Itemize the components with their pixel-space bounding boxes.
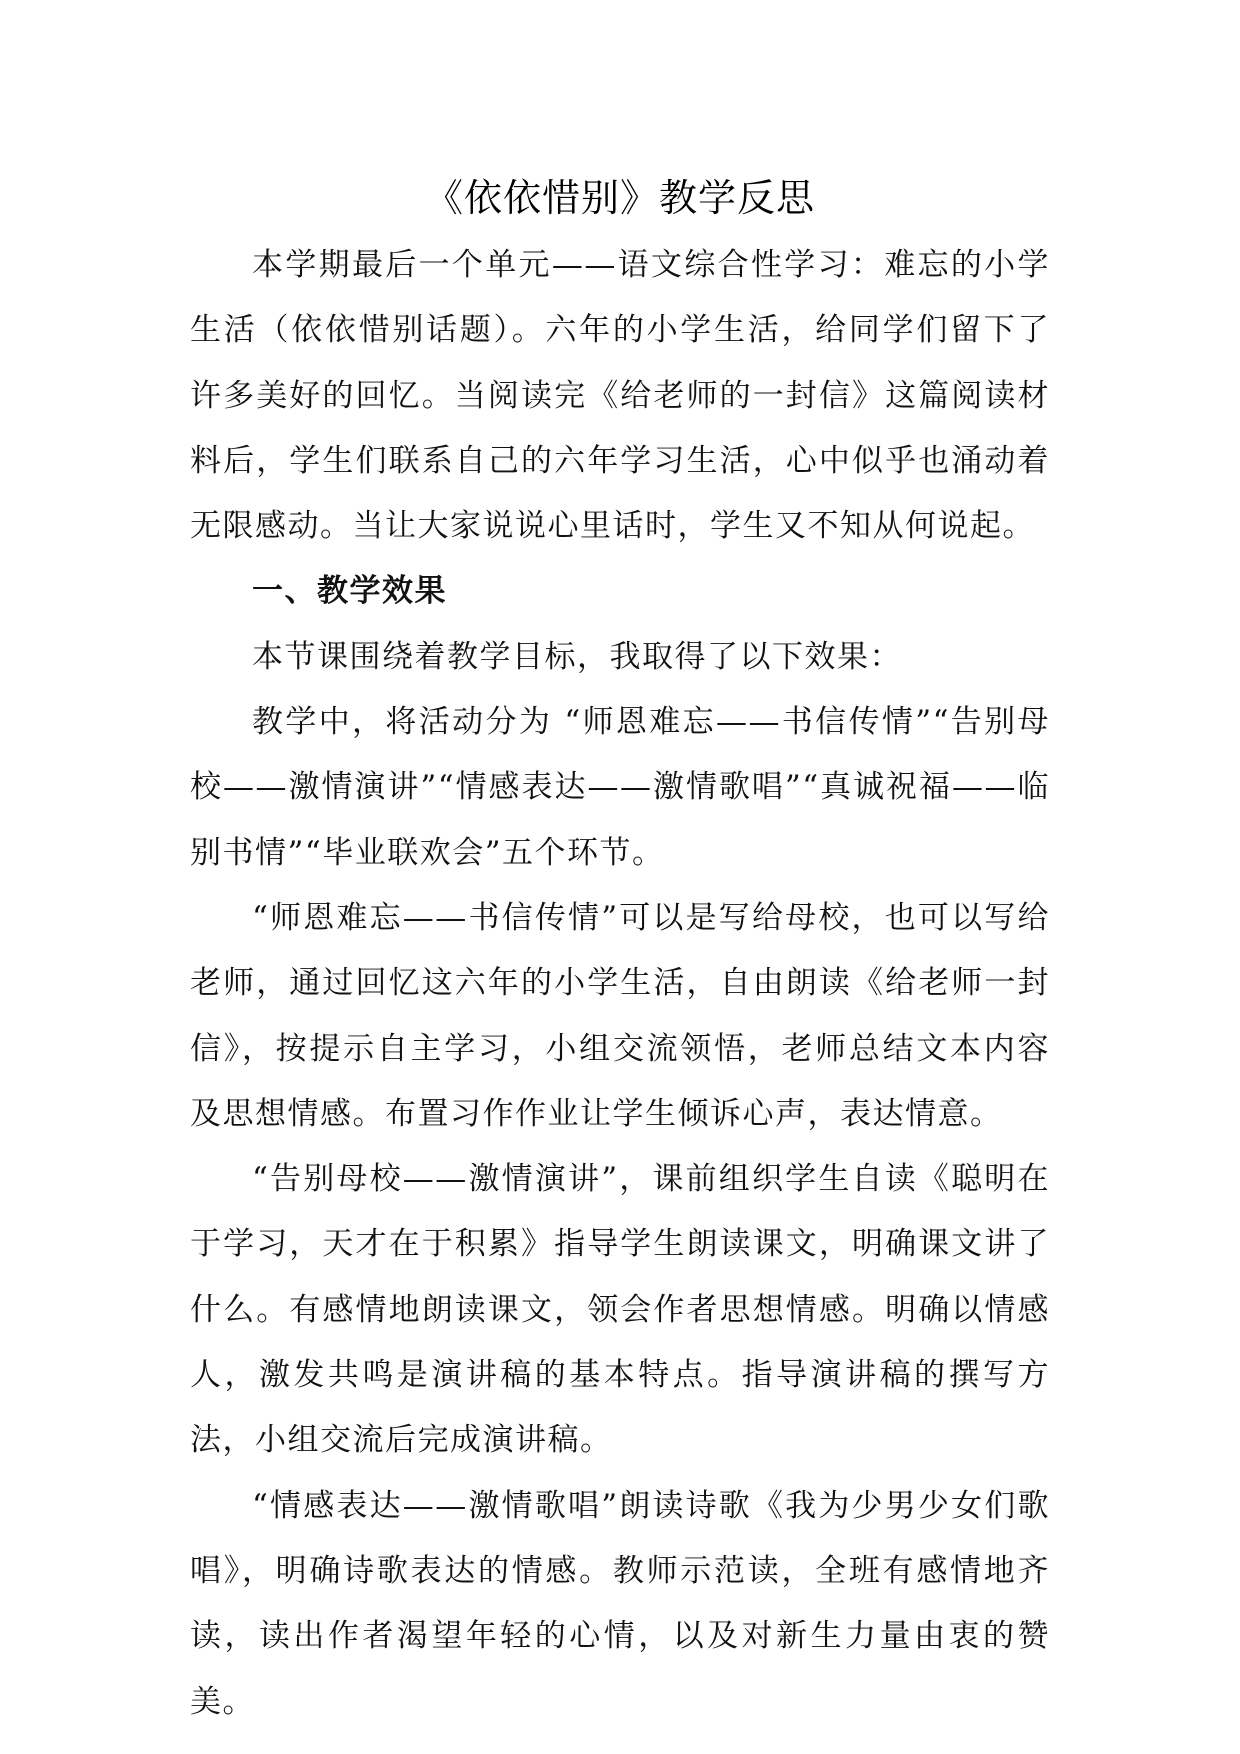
paragraph-letter-activity: “师恩难忘——书信传情”可以是写给母校，也可以写给老师，通过回忆这六年的小学生活，自由朗读《给老师一封信》，按提示自主学习，小组交流领悟，老师总结文本内容及思想情感。布置习作作业让学生倾诉心声，表达情意。 <box>190 899 1050 1132</box>
document-title: 《依依惜别》教学反思 <box>424 176 815 220</box>
paragraph-speech-activity: “告别母校——激情演讲”，课前组织学生自读《聪明在于学习，天才在于积累》指导学生朗读课文，明确课文讲了什么。有感情地朗读课文，领会作者思想情感。明确以情感人，激发共鸣是演讲稿的基本特点。指导演讲稿的撰写方法，小组交流后完成演讲稿。 <box>190 1161 1050 1459</box>
paragraph-song-activity: “情感表达——激情歌唱”朗读诗歌《我为少男少女们歌唱》，明确诗歌表达的情感。教师示范读，全班有感情地齐读，读出作者渴望年轻的心情，以及对新生力量由衷的赞美。 <box>190 1487 1050 1720</box>
paragraph-effects-lead: 本节课围绕着教学目标，我取得了以下效果： <box>252 638 902 675</box>
paragraph-activity-overview: 教学中，将活动分为 “师恩难忘——书信传情”“告别母校——激情演讲”“情感表达——激情歌唱”“真诚祝福——临别书情”“毕业联欢会”五个环节。 <box>190 704 1050 871</box>
document-body <box>190 233 1050 1735</box>
paragraph-intro: 本学期最后一个单元——语文综合性学习：难忘的小学生活（依依惜别话题）。六年的小学生活，给同学们留下了许多美好的回忆。当阅读完《给老师的一封信》这篇阅读材料后，学生们联系自己的六年学习生活，心中似乎也涌动着无限感动。当让大家说说心里话时，学生又不知从何说起。 <box>190 247 1050 545</box>
section-heading-teaching-effect: 一、教学效果 <box>252 573 447 610</box>
